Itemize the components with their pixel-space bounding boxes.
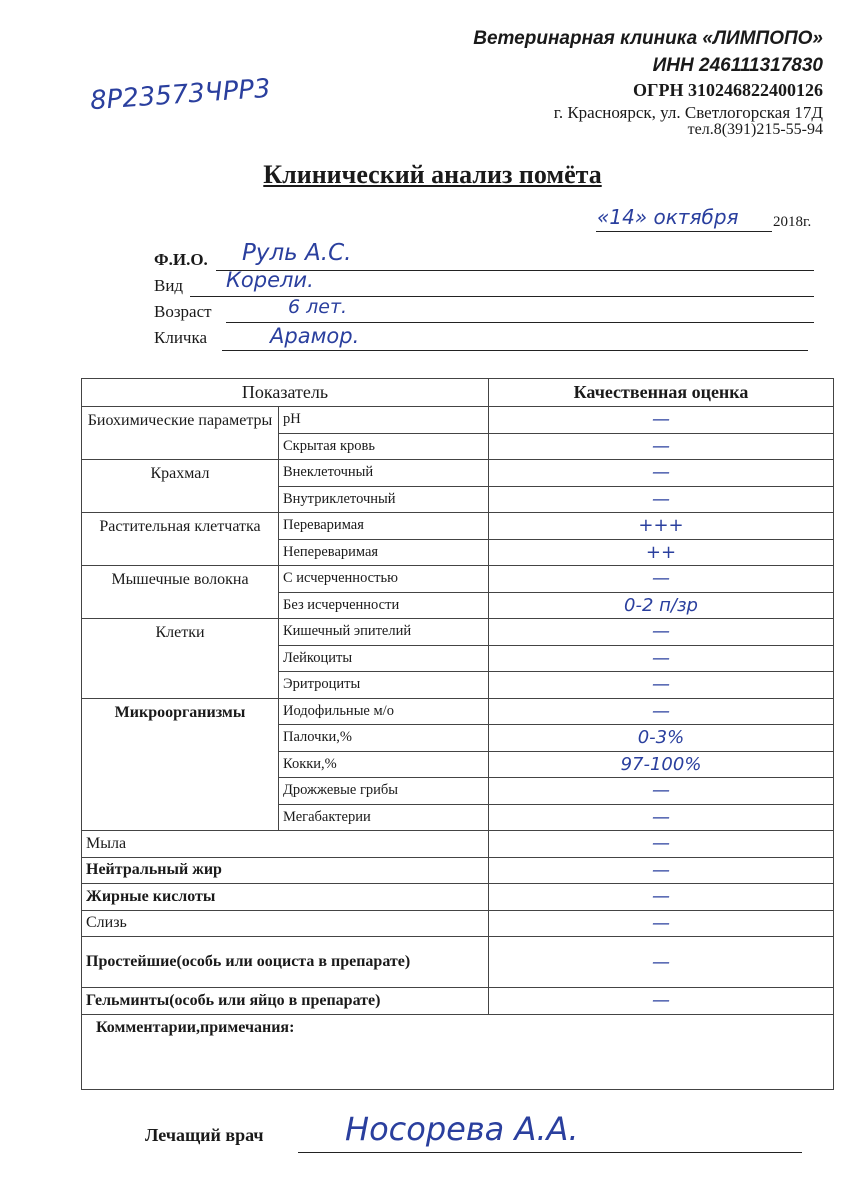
clinic-name: Ветеринарная клиника «ЛИМПОПО» xyxy=(473,28,823,49)
row-value: — xyxy=(652,621,670,643)
table-row xyxy=(82,884,834,911)
field-line-species xyxy=(190,296,814,297)
doctor-signature: Носорева А.А. xyxy=(345,1110,579,1148)
field-line-age xyxy=(226,322,814,323)
field-label-species: Вид xyxy=(154,276,184,295)
row-name: pH xyxy=(279,407,489,434)
field-label-nickname: Кличка xyxy=(154,328,208,347)
row-name-helminths: Гельминты(особь или яйцо в препарате) xyxy=(82,988,489,1015)
group-cells: Клетки xyxy=(82,619,279,699)
row-value: — xyxy=(652,647,670,669)
row-value: — xyxy=(652,568,670,590)
row-value: +++ xyxy=(638,515,684,537)
row-value: — xyxy=(652,780,670,802)
group-starch: Крахмал xyxy=(82,460,279,513)
row-value: — xyxy=(652,674,670,696)
table-row xyxy=(82,698,834,725)
handwritten-code: 8P23573ЧPP3 xyxy=(89,73,272,117)
group-biochem: Биохимические параметры xyxy=(82,407,279,460)
table-row xyxy=(82,831,834,858)
table-row xyxy=(82,857,834,884)
field-value-fio: Руль А.С. xyxy=(242,240,352,266)
row-value: — xyxy=(652,806,670,828)
row-name-protozoa: Простейшие(особь или ооциста в препарате) xyxy=(82,937,489,988)
group-fiber: Растительная клетчатка xyxy=(82,513,279,566)
row-value: — xyxy=(652,488,670,510)
row-name-mucus: Слизь xyxy=(82,910,489,937)
row-name: Лейкоциты xyxy=(279,645,489,672)
row-value: — xyxy=(652,859,670,881)
row-name: Внеклеточный xyxy=(279,460,489,487)
table-row xyxy=(82,910,834,937)
group-muscle: Мышечные волокна xyxy=(82,566,279,619)
row-name: Иодофильные м/о xyxy=(279,698,489,725)
row-value: — xyxy=(652,409,670,431)
row-name-fatty-acids: Жирные кислоты xyxy=(82,884,489,911)
row-name: Переваримая xyxy=(279,513,489,540)
row-name: С исчерченностью xyxy=(279,566,489,593)
table-row xyxy=(82,619,834,646)
comments-label: Комментарии,примечания: xyxy=(82,1014,834,1089)
group-microorganisms: Микроорганизмы xyxy=(82,698,279,831)
comments-row xyxy=(82,1014,834,1089)
row-name-soaps: Мыла xyxy=(82,831,489,858)
row-name: Эритроциты xyxy=(279,672,489,699)
row-value: — xyxy=(652,951,670,973)
row-value: — xyxy=(652,700,670,722)
table-row xyxy=(82,407,834,434)
page-title: Клинический анализ помёта xyxy=(263,160,602,189)
table-row xyxy=(82,513,834,540)
row-value: — xyxy=(652,886,670,908)
table-row xyxy=(82,988,834,1015)
row-value: 97-100% xyxy=(620,753,702,775)
header-indicator: Показатель xyxy=(82,379,489,407)
field-value-nickname: Арамор. xyxy=(270,324,360,348)
date-handwritten: «14» октября xyxy=(597,205,739,229)
row-name: Кишечный эпителий xyxy=(279,619,489,646)
row-value: — xyxy=(652,912,670,934)
row-name: Дрожжевые грибы xyxy=(279,778,489,805)
field-line-nickname xyxy=(222,350,808,351)
doctor-line xyxy=(298,1152,802,1153)
table-row xyxy=(82,937,834,988)
date-line xyxy=(596,231,772,232)
row-name: Скрытая кровь xyxy=(279,433,489,460)
field-label-fio: Ф.И.О. xyxy=(154,250,208,269)
clinic-ogrn: ОГРН 310246822400126 xyxy=(633,80,823,100)
analysis-table xyxy=(81,378,834,1090)
row-value: — xyxy=(652,833,670,855)
clinic-inn: ИНН 246111317830 xyxy=(652,55,823,76)
table-row xyxy=(82,460,834,487)
row-name: Мегабактерии xyxy=(279,804,489,831)
header-assessment: Качественная оценка xyxy=(489,379,834,407)
clinic-phone: тел.8(391)215-55-94 xyxy=(687,121,823,138)
date-year: 2018г. xyxy=(773,214,812,230)
row-name-neutral-fat: Нейтральный жир xyxy=(82,857,489,884)
table-row xyxy=(82,566,834,593)
field-label-age: Возраст xyxy=(154,302,212,321)
row-name: Кокки,% xyxy=(279,751,489,778)
row-value: — xyxy=(652,990,670,1012)
doctor-label: Лечащий врач xyxy=(145,1125,264,1145)
row-value: 0-2 п/зр xyxy=(624,594,698,616)
clinic-address: г. Красноярск, ул. Светлогорская 17Д xyxy=(553,103,823,122)
row-value: ++ xyxy=(645,541,677,563)
row-name: Без исчерченности xyxy=(279,592,489,619)
row-name: Внутриклеточный xyxy=(279,486,489,513)
row-name: Палочки,% xyxy=(279,725,489,752)
row-value: — xyxy=(652,435,670,457)
field-value-species: Корели. xyxy=(226,268,314,292)
row-name: Непереваримая xyxy=(279,539,489,566)
field-value-age: 6 лет. xyxy=(288,296,348,318)
row-value: — xyxy=(652,462,670,484)
row-value: 0-3% xyxy=(637,727,685,749)
table-header-row xyxy=(82,379,834,407)
